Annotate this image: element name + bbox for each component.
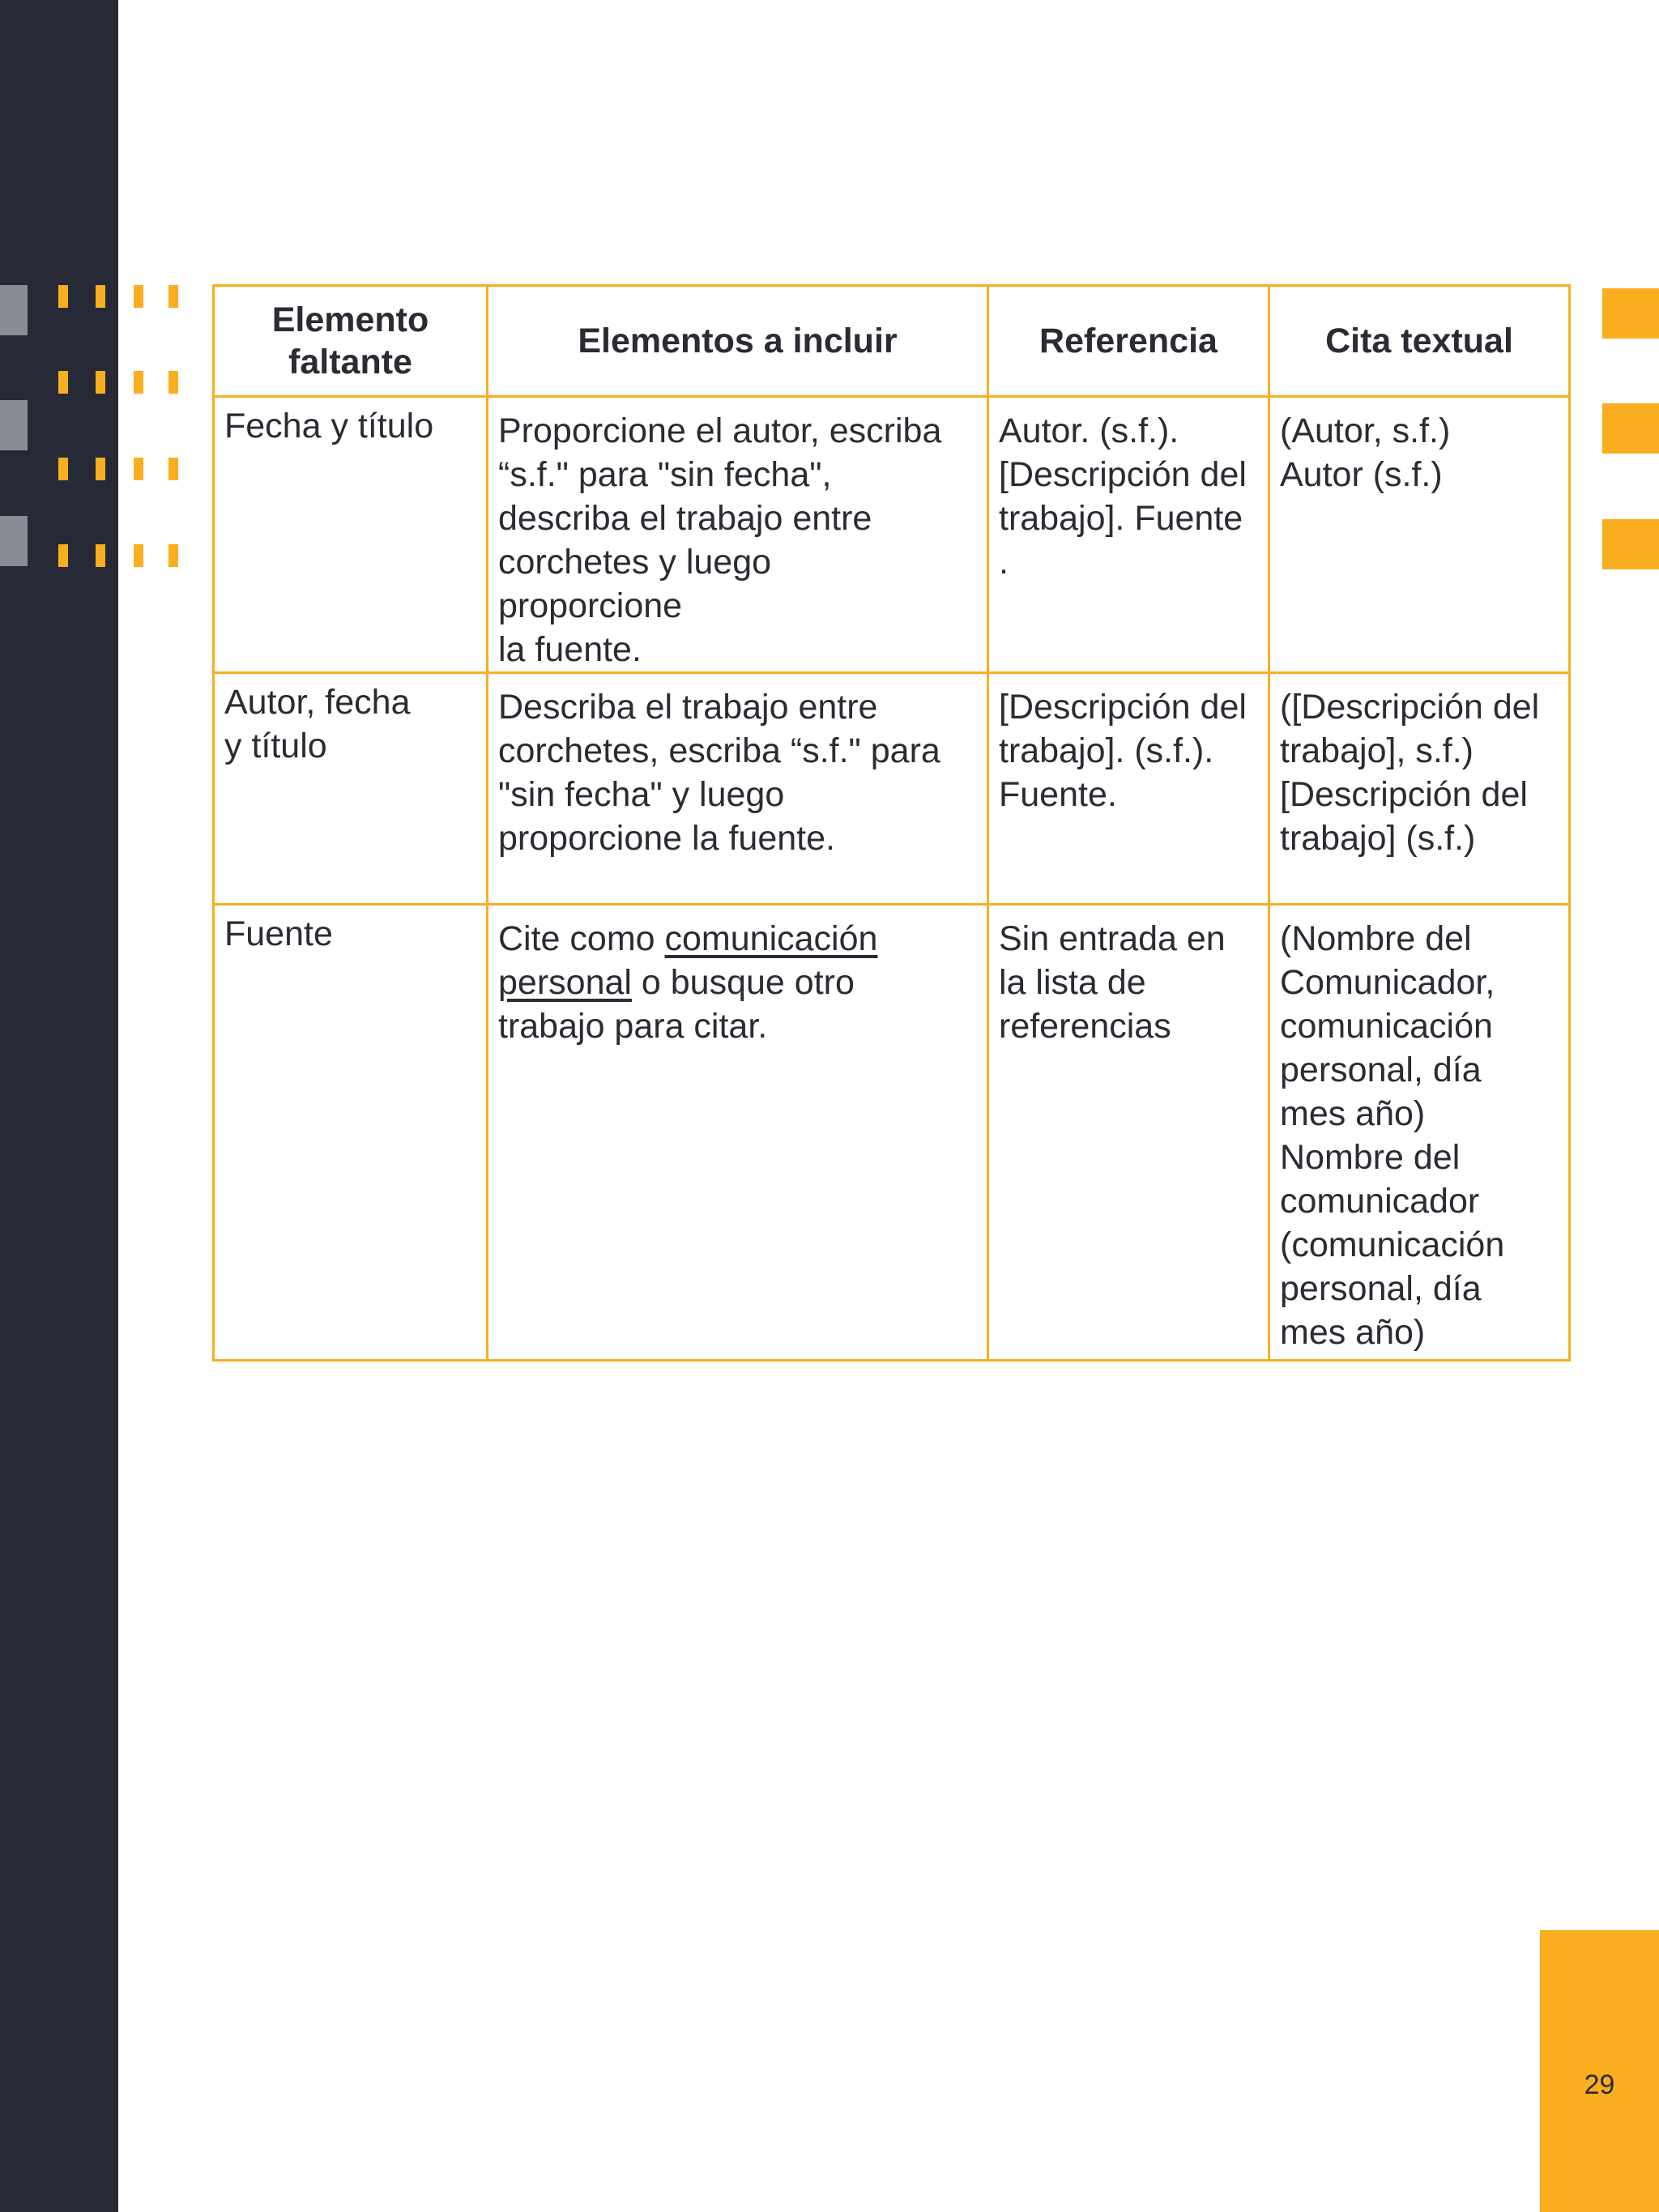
- header-label: Elemento faltante: [271, 300, 429, 381]
- header-elements-to-include: [488, 286, 988, 397]
- decor-dash: [96, 371, 105, 394]
- table-row: [214, 905, 1570, 1361]
- cell-text: Comunicador,: [1280, 963, 1495, 1002]
- cell-include: [488, 673, 988, 905]
- cell-citation: [1269, 397, 1570, 673]
- decor-dash: [168, 285, 178, 308]
- decor-gray-block-3: [0, 516, 28, 566]
- cell-text: [Descripción del: [1280, 775, 1528, 814]
- cell-text: Fuente.: [999, 775, 1117, 814]
- page-number-box: [1540, 1930, 1659, 2212]
- cell-text: trabajo] (s.f.): [1280, 819, 1476, 858]
- cell-text: la fuente.: [498, 630, 642, 669]
- decor-right-block-3: [1602, 519, 1659, 569]
- header-label: Elementos a incluir: [578, 322, 898, 360]
- cell-text: trabajo], s.f.): [1280, 731, 1473, 770]
- cell-text: proporcione: [498, 586, 683, 625]
- decor-dash: [96, 285, 105, 308]
- cell-text: Describa el trabajo entre: [498, 688, 878, 727]
- cell-text: proporcione la fuente.: [498, 819, 835, 858]
- cell-text: Cite como: [498, 919, 665, 958]
- header-label: Referencia: [1039, 322, 1218, 360]
- cell-text: corchetes, escriba “s.f." para: [498, 731, 940, 770]
- cell-text: .: [999, 543, 1009, 582]
- cell-text: ([Descripción del: [1280, 688, 1540, 727]
- decor-dash: [168, 458, 178, 480]
- personal-communication-link[interactable]: comunicación: [664, 919, 878, 958]
- decor-dash: [96, 458, 105, 480]
- cell-text: Autor, fecha: [224, 683, 411, 722]
- cell-text: [Descripción del: [999, 688, 1247, 727]
- decor-dash: [168, 544, 178, 567]
- decor-dash: [58, 371, 68, 394]
- decor-gray-block-1: [0, 285, 28, 335]
- cell-text: (comunicación: [1280, 1225, 1505, 1264]
- cell-text: Fuente: [224, 914, 333, 953]
- decor-right-block-1: [1602, 288, 1659, 339]
- cell-text: (Autor, s.f.): [1280, 411, 1451, 450]
- cell-text: Proporcione el autor, escriba: [498, 411, 942, 450]
- cell-text: comunicación: [1280, 1007, 1493, 1046]
- cell-text: referencias: [999, 1007, 1171, 1046]
- cell-text: trabajo]. Fuente: [999, 499, 1243, 538]
- page-number: 29: [1584, 2069, 1615, 2100]
- cell-text: describa el trabajo entre: [498, 499, 872, 538]
- cell-text: la lista de: [999, 963, 1146, 1002]
- cell-reference: [988, 397, 1269, 673]
- cell-text: mes año): [1280, 1094, 1426, 1133]
- decor-dash: [134, 458, 143, 480]
- cell-text: mes año): [1280, 1313, 1426, 1352]
- table-row: [214, 397, 1570, 673]
- cell-include: [488, 905, 988, 1361]
- cell-text: personal, día: [1280, 1051, 1482, 1089]
- decor-right-block-2: [1602, 403, 1659, 454]
- cell-text-line: [498, 917, 977, 961]
- header-citation: [1269, 286, 1570, 397]
- cell-text: y título: [224, 727, 327, 765]
- cell-text: Fecha y título: [224, 407, 434, 445]
- cell-text: trabajo para citar.: [498, 1007, 768, 1046]
- header-missing-element: [214, 286, 488, 397]
- decor-dash: [134, 544, 143, 567]
- decor-dash: [58, 285, 68, 308]
- cell-text: "sin fecha" y luego: [498, 775, 785, 814]
- cell-text-line: [498, 961, 977, 1004]
- header-reference: [988, 286, 1269, 397]
- header-label: Cita textual: [1325, 322, 1513, 360]
- cell-text: corchetes y luego: [498, 543, 772, 582]
- decor-dash: [58, 458, 68, 480]
- cell-citation: [1269, 673, 1570, 905]
- cell-citation: [1269, 905, 1570, 1361]
- cell-reference: [988, 673, 1269, 905]
- cell-missing: [214, 397, 488, 673]
- cell-text: (Nombre del: [1280, 919, 1472, 958]
- decor-dash: [168, 371, 178, 394]
- cell-missing: [214, 673, 488, 905]
- cell-text: Autor. (s.f.).: [999, 411, 1179, 450]
- decor-dash: [58, 544, 68, 567]
- cell-reference: [988, 905, 1269, 1361]
- cell-missing: [214, 905, 488, 1361]
- decor-gray-block-2: [0, 400, 28, 450]
- cell-include: [488, 397, 988, 673]
- table-row: [214, 673, 1570, 905]
- cell-text: Sin entrada en: [999, 919, 1226, 958]
- cell-text: [Descripción del: [999, 455, 1247, 494]
- cell-text: comunicador: [1280, 1182, 1480, 1221]
- decor-dash: [96, 544, 105, 567]
- cell-text: personal, día: [1280, 1269, 1482, 1308]
- cell-text: Nombre del: [1280, 1138, 1461, 1177]
- decor-dash: [134, 285, 143, 308]
- cell-text: o busque otro: [631, 963, 855, 1002]
- citation-table: [212, 284, 1571, 1362]
- decor-dash: [134, 371, 143, 394]
- table-header-row: [214, 286, 1570, 397]
- cell-text: Autor (s.f.): [1280, 455, 1443, 494]
- personal-communication-link[interactable]: personal: [498, 963, 632, 1002]
- cell-text: “s.f." para "sin fecha",: [498, 455, 832, 494]
- cell-text: trabajo]. (s.f.).: [999, 731, 1214, 770]
